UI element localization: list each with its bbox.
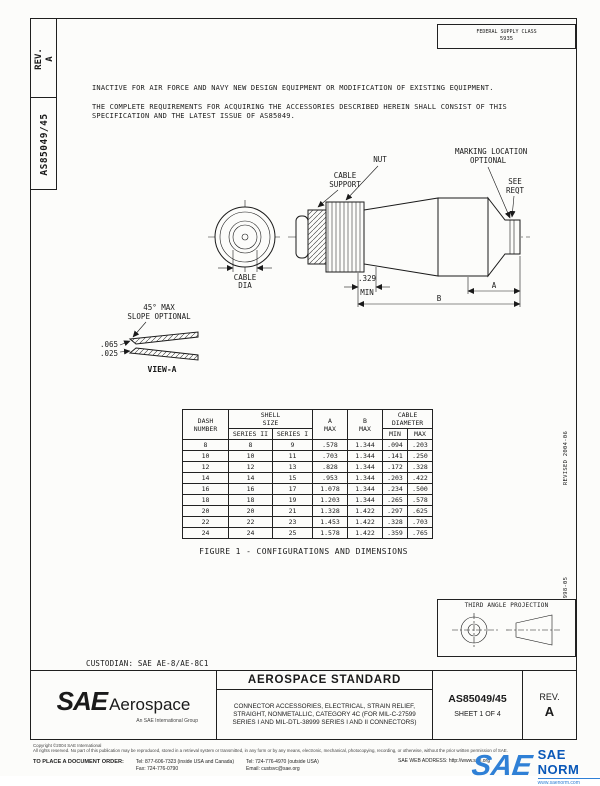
federal-supply-class-box	[437, 24, 576, 49]
order-tel-inside: Tel: 877-606-7323 (inside USA and Canada)	[135, 759, 234, 765]
cell-cable-min: .297	[383, 506, 408, 517]
order-tel-outside: Tel: 724-776-4970 (outside USA)	[245, 759, 319, 765]
cell-a-max: 1.578	[313, 528, 348, 539]
cell-b-max: 1.422	[348, 517, 383, 528]
table-row	[183, 528, 433, 539]
cell-series-ii: 14	[229, 473, 273, 484]
cell-dash: 20	[183, 506, 229, 517]
cell-dash: 22	[183, 517, 229, 528]
cell-cable-min: .234	[383, 484, 408, 495]
sae-aerospace-logo	[31, 671, 216, 739]
fsc-label: FEDERAL SUPPLY CLASS	[476, 29, 537, 35]
table-row	[183, 517, 433, 528]
cell-series-i: 19	[273, 495, 313, 506]
cell-dash: 16	[183, 484, 229, 495]
cable-support-label-2: SUPPORT	[329, 180, 361, 189]
min-dim-value: .329	[357, 274, 377, 283]
min-dim-unit: MIN	[360, 288, 374, 297]
cell-b-max: 1.344	[348, 462, 383, 473]
cell-series-i: 23	[273, 517, 313, 528]
order-contact-col-2	[246, 759, 319, 772]
cell-a-max: .953	[313, 473, 348, 484]
cell-series-i: 17	[273, 484, 313, 495]
saenorm-logo-icon: SAE	[469, 750, 534, 782]
cell-b-max: 1.344	[348, 473, 383, 484]
document-title: CONNECTOR ACCESSORIES, ELECTRICAL, STRAIN RELIEF, STRAIGHT, NONMETALLIC, CATEGORY 4C (FOR MIL-C-27599 SERIES I AND MIL-DTL-38999 SERIES I AND II CONNECTORS)	[232, 702, 417, 726]
sae-logo-text: SAE	[56, 686, 108, 716]
col-header-a-max: A MAX	[313, 410, 348, 440]
cell-series-i: 13	[273, 462, 313, 473]
col-header-b-max: B MAX	[348, 410, 383, 440]
cell-cable-max: .578	[408, 495, 433, 506]
col-header-dash-number: DASH NUMBER	[183, 410, 229, 440]
cell-cable-min: .094	[383, 440, 408, 451]
cell-a-max: 1.203	[313, 495, 348, 506]
order-email: Email: custsvc@sae.org	[245, 765, 300, 772]
cell-cable-min: .172	[383, 462, 408, 473]
cell-series-i: 21	[273, 506, 313, 517]
cell-cable-max: .203	[408, 440, 433, 451]
col-header-series-i: SERIES I	[273, 429, 313, 440]
cell-series-ii: 24	[229, 528, 273, 539]
third-angle-projection-box	[437, 599, 576, 657]
min-dimension	[344, 267, 390, 307]
cable-support-label-1: CABLE	[333, 171, 357, 180]
order-label: TO PLACE A DOCUMENT ORDER:	[33, 759, 124, 765]
document-number: AS85049/45	[448, 692, 507, 705]
col-header-series-ii: SERIES II	[229, 429, 273, 440]
title-block-rev-cell	[523, 671, 576, 739]
title-block-middle	[216, 671, 433, 739]
copyright-block	[33, 743, 538, 753]
cell-cable-max: .500	[408, 484, 433, 495]
saenorm-text-block	[538, 747, 600, 786]
copyright-line-1: Copyright ©2004 SAE International	[33, 743, 102, 748]
slope-label-1: 45° MAX	[143, 303, 175, 312]
fsc-number: 5935	[499, 36, 514, 42]
cell-a-max: .828	[313, 462, 348, 473]
nut-label: NUT	[373, 155, 387, 164]
cell-cable-max: .422	[408, 473, 433, 484]
rev-letter: A	[544, 703, 555, 719]
table-row	[183, 440, 433, 451]
order-contact-col-1	[136, 759, 234, 772]
table-row	[183, 462, 433, 473]
notes-block	[92, 84, 537, 122]
col-header-cable-min: MIN	[383, 429, 408, 440]
third-angle-projection-symbol	[438, 609, 577, 651]
view-a-detail	[100, 303, 198, 374]
cell-a-max: .578	[313, 440, 348, 451]
dim-b-label: B	[436, 294, 442, 303]
sheet-number: SHEET 1 OF 4	[454, 710, 501, 718]
cell-cable-max: .703	[408, 517, 433, 528]
cable-dia-label-1: CABLE	[233, 273, 257, 282]
table-row	[183, 506, 433, 517]
rev-heading: REV.	[539, 691, 560, 702]
cell-series-ii: 10	[229, 451, 273, 462]
title-block-docnum-cell	[433, 671, 523, 739]
see-reqt-label-2: REQT	[505, 186, 525, 195]
thickness-max: .065	[99, 340, 118, 349]
cell-cable-max: .328	[408, 462, 433, 473]
saenorm-watermark	[469, 747, 600, 786]
revision-side-box	[30, 18, 57, 98]
rev-value: A	[44, 56, 55, 62]
title-block	[30, 670, 577, 740]
cell-cable-max: .625	[408, 506, 433, 517]
cell-cable-min: .265	[383, 495, 408, 506]
cell-series-i: 15	[273, 473, 313, 484]
configurations-dimensions-table	[182, 409, 433, 539]
cell-series-ii: 16	[229, 484, 273, 495]
order-fax: Fax: 724-776-0790	[135, 765, 179, 772]
table-body	[183, 440, 433, 539]
table-row	[183, 495, 433, 506]
sae-group-subtext: An SAE International Group	[136, 718, 198, 724]
cell-cable-min: .203	[383, 473, 408, 484]
thickness-min: .025	[99, 349, 118, 358]
table-row	[183, 484, 433, 495]
cell-cable-min: .328	[383, 517, 408, 528]
cell-cable-min: .141	[383, 451, 408, 462]
cell-b-max: 1.422	[348, 506, 383, 517]
third-angle-projection-label: THIRD ANGLE PROJECTION	[464, 602, 549, 609]
connector-side-view	[288, 198, 530, 276]
cell-dash: 18	[183, 495, 229, 506]
slope-label-2: SLOPE OPTIONAL	[127, 312, 191, 321]
sae-web-address: SAE WEB ADDRESS: http://www.sae.org	[398, 758, 490, 764]
saenorm-url: www.saenorm.com	[538, 778, 600, 786]
cell-b-max: 1.344	[348, 495, 383, 506]
aerospace-logo-text: Aerospace	[109, 695, 191, 714]
marking-location-label: MARKING LOCATION	[455, 147, 528, 156]
dim-a-label: A	[491, 281, 497, 290]
cell-a-max: .703	[313, 451, 348, 462]
cell-a-max: 1.453	[313, 517, 348, 528]
cable-dia-label-2: DIA	[238, 281, 252, 290]
aerospace-standard-heading: AEROSPACE STANDARD	[217, 671, 432, 690]
cell-dash: 10	[183, 451, 229, 462]
col-header-cable-max: MAX	[408, 429, 433, 440]
cell-series-ii: 8	[229, 440, 273, 451]
col-header-cable-diameter: CABLE DIAMETER	[383, 410, 433, 429]
revised-date-vertical: REVISED 2004-06	[563, 430, 569, 486]
cell-series-ii: 20	[229, 506, 273, 517]
col-header-shell-size: SHELL SIZE	[229, 410, 313, 429]
rev-label: REV.	[33, 48, 44, 70]
custodian-note: CUSTODIAN: SAE AE-8/AE-8C1	[86, 659, 209, 668]
cell-series-ii: 22	[229, 517, 273, 528]
saenorm-name: SAE NORM	[537, 747, 580, 777]
cell-series-i: 25	[273, 528, 313, 539]
cell-series-i: 11	[273, 451, 313, 462]
cell-a-max: 1.078	[313, 484, 348, 495]
cell-b-max: 1.422	[348, 528, 383, 539]
note-inactive: INACTIVE FOR AIR FORCE AND NAVY NEW DESIGN EQUIPMENT OR MODIFICATION OF EXISTING EQUIPMENT.	[92, 84, 494, 92]
cell-b-max: 1.344	[348, 451, 383, 462]
cell-series-i: 9	[273, 440, 313, 451]
note-requirements: THE COMPLETE REQUIREMENTS FOR ACQUIRING THE ACCESSORIES DESCRIBED HEREIN SHALL CONSIST OF THIS SPECIFICATION AND THE LATEST ISSUE OF AS85049.	[92, 102, 507, 120]
cell-b-max: 1.344	[348, 440, 383, 451]
cell-dash: 14	[183, 473, 229, 484]
document-number-side-box	[30, 97, 57, 190]
connector-front-view	[208, 200, 282, 274]
cell-dash: 24	[183, 528, 229, 539]
cell-cable-min: .359	[383, 528, 408, 539]
table-row	[183, 451, 433, 462]
copyright-line-2: All rights reserved. No part of this publication may be reproduced, stored in a retrieval system or transmitted, in any form or by any means, electronic, mechanical, photocopying, recording, or otherwise, without the prior written permission of SAE.	[33, 748, 508, 753]
marking-optional-label: OPTIONAL	[470, 156, 507, 165]
see-reqt-label-1: SEE	[508, 177, 522, 186]
cell-dash: 12	[183, 462, 229, 473]
table-row	[183, 473, 433, 484]
dimension-b	[358, 294, 520, 304]
document-number-side-text: AS85049/45	[39, 113, 50, 176]
cell-dash: 8	[183, 440, 229, 451]
cell-cable-max: .765	[408, 528, 433, 539]
cell-b-max: 1.344	[348, 484, 383, 495]
figure-caption: FIGURE 1 - CONFIGURATIONS AND DIMENSIONS	[199, 547, 408, 556]
view-a-caption: VIEW-A	[147, 365, 177, 374]
cell-series-ii: 18	[229, 495, 273, 506]
figure-1-drawing	[58, 140, 558, 390]
revision-side-text	[31, 19, 58, 99]
cell-series-ii: 12	[229, 462, 273, 473]
cell-cable-max: .250	[408, 451, 433, 462]
cell-a-max: 1.328	[313, 506, 348, 517]
